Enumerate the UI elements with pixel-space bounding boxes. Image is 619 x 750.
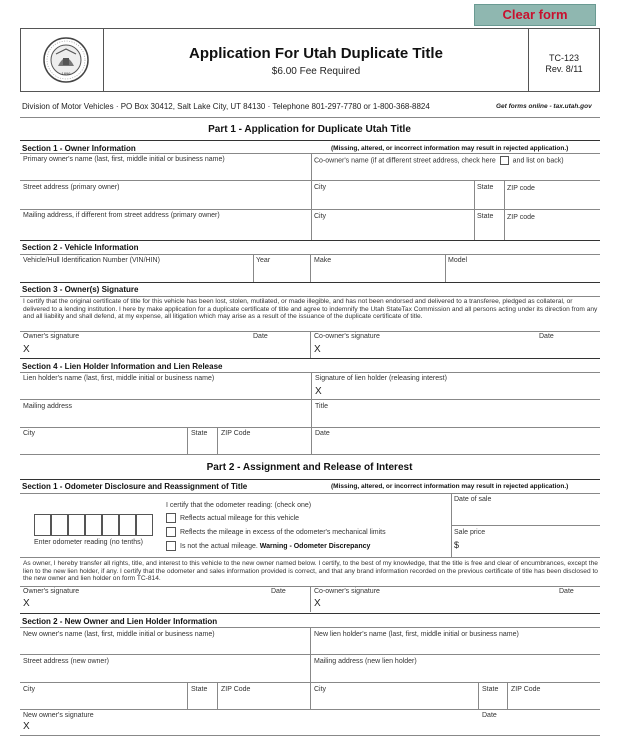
city-label-2: City [314,213,327,220]
p2s2-row1-rule [20,654,600,655]
p2s1-rule [20,479,600,480]
contact-line: Division of Motor Vehicles · PO Box 30412, Salt Lake City, UT 84130 · Telephone 801-297-7780 or 1-800-368-8824 [22,102,430,111]
lien-mailing-label: Mailing address [23,403,73,410]
new-owner-state-label: State [191,686,208,693]
owner-signature-x[interactable]: X [23,344,30,355]
odometer-certify-label: I certify that the odometer reading: (check one) [166,502,312,509]
odometer-option-actual [166,513,299,523]
new-lien-zip-label: ZIP Code [511,686,541,693]
p1s3-title: Section 3 - Owner(s) Signature [22,285,139,294]
p1s1-warning: (Missing, altered, or incorrect information may result in rejected application.) [331,145,569,152]
new-lien-state-label: State [482,686,499,693]
p1s1-title: Section 1 - Owner Information [22,144,136,153]
p1s3-mid-div [310,331,311,358]
p1s4-mid-div [311,372,312,454]
opt1-text: Reflects actual mileage for this vehicle [180,514,300,522]
p2s1-sub-rule [20,493,600,494]
co-owner-label-text: Co-owner's name (if at different street address, check here [314,157,496,165]
p2-co-owner-signature-label: Co-owner's signature [314,588,380,595]
zip-label-1: ZIP code [507,185,535,192]
utah-state-seal [42,36,90,84]
p1s1-zip-div-1 [504,180,505,241]
clear-form-label: Clear form [502,7,568,22]
p2s2-title: Section 2 - New Owner and Lien Holder Information [22,617,218,626]
p2s2-lien-zip-div [507,682,508,709]
odometer-discrepancy-warning: Warning - Odometer Discrepancy [259,542,371,550]
new-lien-holder-name-label: New lien holder's name (last, first, middle initial or business name) [314,631,519,638]
p1s1-rule [20,140,600,141]
part1-top-rule [20,117,600,118]
clear-form-button[interactable] [474,4,596,26]
primary-owner-label: Primary owner's name (last, first, middle initial or business name) [23,156,225,163]
p1s4-sub-rule [20,372,600,373]
co-owner-signature-x[interactable]: X [314,344,321,355]
p1s2-rule [20,240,600,241]
sale-price-dollar[interactable]: $ [454,540,460,550]
p2-co-owner-date-label: Date [559,588,574,595]
form-title: Application For Utah Duplicate Title [189,45,443,62]
seal-year: 1896 [61,71,71,76]
p2s2-state-div [187,682,188,709]
p2s1-warning: (Missing, altered, or incorrect information may result in rejected application.) [331,483,569,490]
mailing-primary-label: Mailing address, if different from street address (primary owner) [23,212,220,219]
lien-holder-signature-x[interactable]: X [315,386,322,397]
forms-online-link[interactable]: Get forms online - tax.utah.gov [496,103,592,110]
p1-bottom-rule [20,454,600,455]
p2s1-statement: As owner, I hereby transfer all rights, title, and interest to this vehicle to the new owner named below. I certify, to the best of my knowledge, that the title is free and clear of encumbrances, except the lien to the new lien holder, if any. I certify that the odometer and sales information provided is correct, and that any brand information recorded on the previous certificate of title has been disclosed to the new owner and lien holder on form TC-814. [23,560,598,583]
co-owner-label-tail: and list on back) [512,157,564,165]
new-owner-name-label: New owner's name (last, first, middle initial or business name) [23,631,215,638]
part1-title: Part 1 - Application for Duplicate Utah Title [208,124,411,135]
p2s1-title: Section 1 - Odometer Disclosure and Reassignment of Title [22,482,248,491]
p1s2-make-div [310,254,311,282]
lien-date-label: Date [315,430,330,437]
p1s3-rule [20,282,600,283]
p1s4-state-div [187,427,188,454]
odometer-digit[interactable] [102,514,119,536]
p2-co-owner-signature-x[interactable]: X [314,598,321,609]
p1s1-row2-rule [20,209,600,210]
odometer-digit[interactable] [85,514,102,536]
p1s2-model-div [445,254,446,282]
co-owner-date-label: Date [539,333,554,340]
p2s1-sig-div [310,586,311,612]
odometer-digit-boxes[interactable] [34,514,154,536]
p2s2-mid-div [310,627,311,709]
p1s4-row1-rule [20,399,600,400]
new-owner-signature-label: New owner's signature [23,712,94,719]
state-label-1: State [477,184,494,191]
year-label: Year [256,257,271,264]
lien-state-label: State [191,430,208,437]
new-owner-zip-label: ZIP Code [221,686,251,693]
p1s4-zip-div [217,427,218,454]
vin-label: Vehicle/Hull Identification Number (VIN/HIN) [23,257,160,264]
street-primary-label: Street address (primary owner) [23,184,120,191]
not-actual-mileage-checkbox[interactable] [166,541,176,551]
p1s1-sub-rule [20,153,600,154]
p2s2-zip-div [217,682,218,709]
co-owner-signature-label: Co-owner's signature [314,333,380,340]
p2-owner-signature-x[interactable]: X [23,598,30,609]
zip-label-2: ZIP code [507,214,535,221]
actual-mileage-checkbox[interactable] [166,513,176,523]
new-owner-date-label: Date [482,712,497,719]
p1s2-year-div [253,254,254,282]
opt2-text: Reflects the mileage in excess of the odometer's mechanical limits [180,528,386,536]
p2-owner-date-label: Date [271,588,286,595]
odometer-digit[interactable] [136,514,153,536]
owner-signature-label: Owner's signature [23,333,80,340]
p1s1-row1-div [311,153,312,241]
p2-owner-signature-label: Owner's signature [23,588,80,595]
p1s4-row2-rule [20,427,600,428]
odometer-digit[interactable] [34,514,51,536]
lien-city-label: City [23,430,36,437]
enter-odometer-label: Enter odometer reading (no tenths) [34,539,143,546]
p2s2-bottom-rule [20,735,600,736]
lien-zip-label: ZIP Code [221,430,251,437]
part2-title: Part 2 - Assignment and Release of Interest [206,462,413,473]
p1s4-title: Section 4 - Lien Holder Information and Lien Release [22,362,223,371]
p2s1-odo-rule [20,557,600,558]
excess-mileage-checkbox[interactable] [166,527,176,537]
p2s2-lien-state-div [478,682,479,709]
different-address-checkbox[interactable] [500,156,509,165]
new-lien-mailing-label: Mailing address (new lien holder) [314,658,417,665]
p1s2-title: Section 2 - Vehicle Information [22,243,139,252]
opt3-text: Is not the actual mileage. [180,542,258,550]
city-label-1: City [314,184,327,191]
fee-text: $6.00 Fee Required [271,66,361,77]
p1s3-statement: I certify that the original certificate of title for this vehicle has been lost, stolen, mutilated, or made illegible, and has not been endorsed and delivered to a transferee, pledged as collateral, or delivered to a lending institution. I here by make application for a duplicate certificate of title and agree to indemnify the Utah StateTax Commission and all persons acting under its direction from any and all liability and shall defend, at my expense, all litigation which may arise as a result of the issuance of the duplicate certificate of title. [23,298,598,321]
odometer-digit[interactable] [119,514,136,536]
new-lien-city-label: City [314,686,327,693]
p1s1-row1-rule [20,180,600,181]
new-owner-city-label: City [23,686,36,693]
new-owner-signature-x[interactable]: X [23,721,30,732]
lien-title-label: Title [315,403,328,410]
odometer-digit[interactable] [68,514,85,536]
model-label: Model [448,257,468,264]
p1s3-sub-rule [20,296,600,297]
p1s4-rule [20,358,600,359]
make-label: Make [314,257,332,264]
p2s2-rule [20,613,600,614]
lien-holder-signature-label: Signature of lien holder (releasing interest) [315,375,447,382]
odometer-option-excess [166,527,386,537]
state-label-2: State [477,213,494,220]
p1s1-state-div-1 [474,180,475,241]
form-revision: Rev. 8/11 [545,64,583,74]
sale-price-label: Sale price [454,529,486,536]
p2s2-row3-rule [20,709,600,710]
new-owner-street-label: Street address (new owner) [23,658,109,665]
form-number: TC-123 [548,53,579,63]
p2s2-row2-rule [20,682,600,683]
date-of-sale-label: Date of sale [454,496,492,503]
odometer-digit[interactable] [51,514,68,536]
co-owner-label [314,156,564,165]
odometer-option-not-actual [166,541,370,551]
lien-holder-name-label: Lien holder's name (last, first, middle initial or business name) [23,375,215,382]
owner-date-label: Date [253,333,268,340]
p2s1-sale-rule [451,525,600,526]
